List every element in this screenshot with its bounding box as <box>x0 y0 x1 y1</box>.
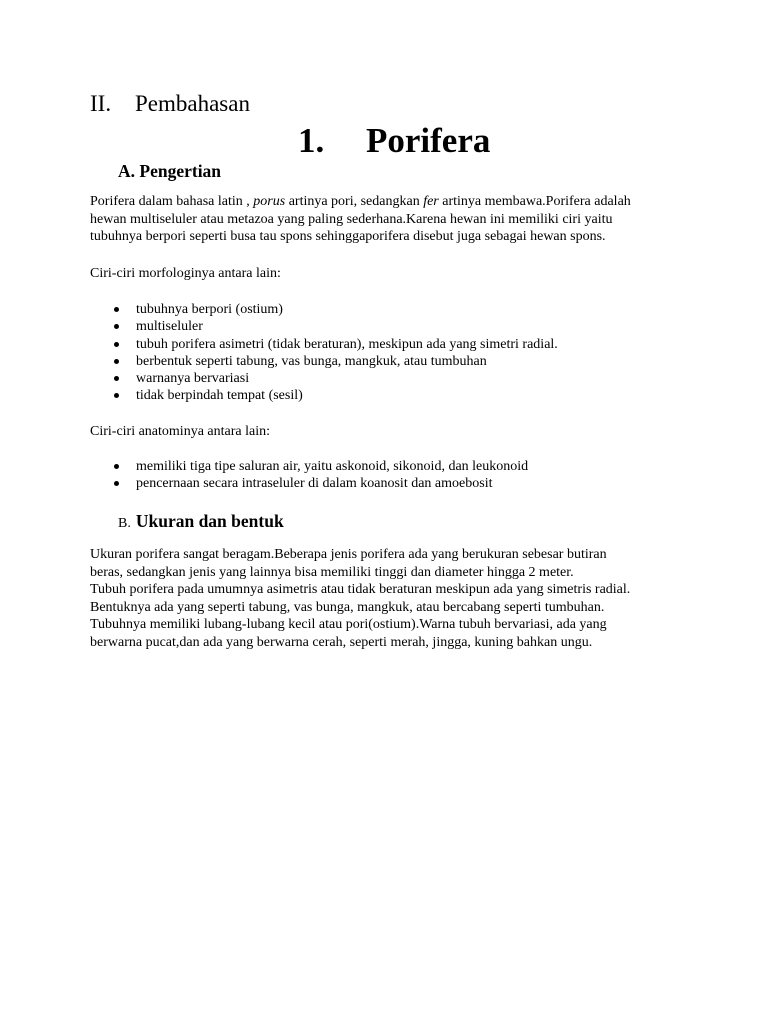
subheading-letter: B. <box>118 516 131 531</box>
size-line: beras, sedangkan jenis yang lainnya bisa memiliki tinggi dan diameter hingga 2 meter. <box>90 564 574 580</box>
subheading-pengertian: A. Pengertian <box>118 161 222 181</box>
term-porus: porus <box>253 194 286 209</box>
bullet-icon <box>114 481 119 486</box>
list-item: warnanya bervariasi <box>90 370 558 387</box>
bullet-icon <box>114 393 119 398</box>
title-text: Porifera <box>366 121 491 160</box>
list-item: tidak berpindah tempat (sesil) <box>90 387 558 404</box>
list-item: tubuhnya berpori (ostium) <box>90 301 558 318</box>
bullet-icon <box>114 376 119 381</box>
bullet-icon <box>114 307 119 312</box>
morphology-list <box>90 301 558 405</box>
intro-paragraph <box>90 193 690 246</box>
size-line: Bentuknya ada yang seperti tabung, vas bunga, mangkuk, atau bercabang seperti tumbuhan. <box>90 599 605 615</box>
list-item: tubuh porifera asimetri (tidak beraturan), meskipun ada yang simetri radial. <box>90 336 558 353</box>
intro-line-1: Porifera dalam bahasa latin , porus artinya pori, sedangkan fer artinya membawa.Porifera adalah <box>90 194 631 209</box>
size-line: berwarna pucat,dan ada yang berwarna cerah, seperti merah, jingga, kuning bahkan ungu. <box>90 634 593 650</box>
anatomy-label: Ciri-ciri anatominya antara lain: <box>90 424 270 439</box>
size-line: Tubuhnya memiliki lubang-lubang kecil atau pori(ostium).Warna tubuh bervariasi, ada yang <box>90 617 607 632</box>
intro-line-3: tubuhnya berpori seperti busa tau spons sehinggaporifera disebut juga sebagai hewan spons. <box>90 229 606 244</box>
list-item: memiliki tiga tipe saluran air, yaitu askonoid, sikonoid, dan leukonoid <box>90 458 528 475</box>
bullet-icon <box>114 359 119 364</box>
list-item: multiseluler <box>90 318 558 335</box>
section-number: II. <box>90 91 112 116</box>
section-title: Pembahasan <box>135 91 250 116</box>
section-heading <box>90 88 250 120</box>
list-item: berbentuk seperti tabung, vas bunga, mangkuk, atau tumbuhan <box>90 353 558 370</box>
anatomy-list <box>90 458 528 493</box>
list-item: pencernaan secara intraseluler di dalam koanosit dan amoebosit <box>90 475 528 492</box>
bullet-icon <box>114 464 119 469</box>
page-title <box>298 118 490 164</box>
intro-line-2: hewan multiseluler atau metazoa yang paling sederhana.Karena hewan ini memiliki ciri yaitu <box>90 211 613 227</box>
size-line: Tubuh porifera pada umumnya asimetris atau tidak beraturan meskipun ada yang simetris radial. <box>90 582 631 597</box>
term-fer: fer <box>423 194 439 209</box>
bullet-icon <box>114 342 119 347</box>
title-number: 1. <box>298 121 325 160</box>
size-line: Ukuran porifera sangat beragam.Beberapa jenis porifera ada yang berukuran sebesar butiran <box>90 547 607 562</box>
subheading-text: Ukuran dan bentuk <box>135 511 284 531</box>
size-paragraph <box>90 546 690 651</box>
bullet-icon <box>114 324 119 329</box>
subheading-ukuran <box>118 508 284 537</box>
morphology-label: Ciri-ciri morfologinya antara lain: <box>90 266 281 281</box>
